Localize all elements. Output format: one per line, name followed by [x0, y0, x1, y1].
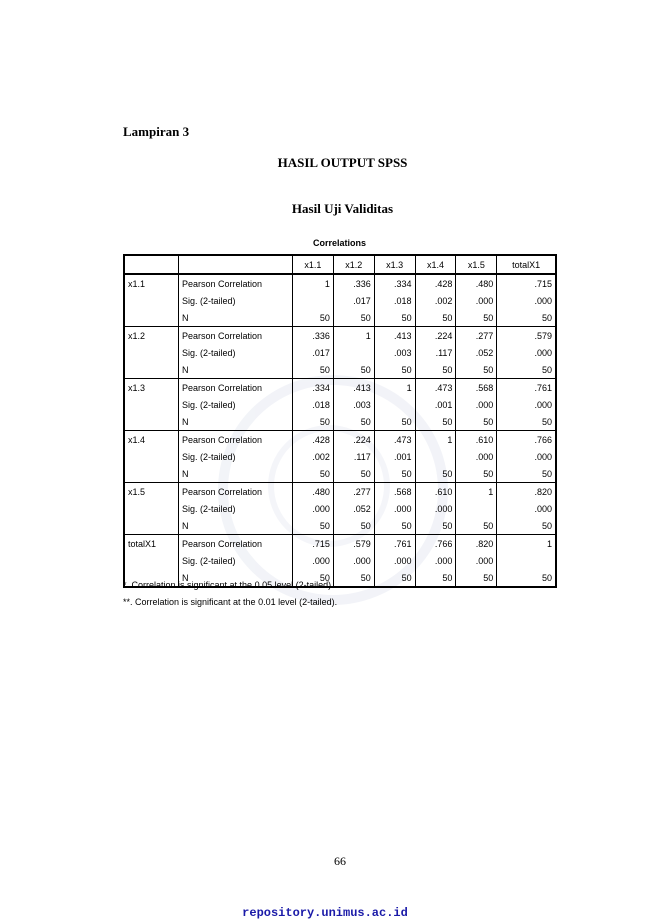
- table-cell: 50: [415, 517, 456, 535]
- table-cell: [333, 344, 374, 361]
- repository-footer: [0, 906, 650, 920]
- statistic-label: Sig. (2-tailed): [179, 344, 293, 361]
- table-cell: .473: [374, 431, 415, 449]
- table-cell: .017: [293, 344, 334, 361]
- table-cell: 50: [333, 465, 374, 483]
- table-cell: .000: [293, 552, 334, 569]
- table-cell: 50: [374, 309, 415, 327]
- table-cell: 50: [497, 413, 556, 431]
- page-number: [0, 854, 650, 869]
- table-cell: .000: [456, 552, 497, 569]
- statistic-label: Sig. (2-tailed): [179, 552, 293, 569]
- table-cell: .052: [456, 344, 497, 361]
- table-cell: 1: [293, 274, 334, 292]
- variable-label: x1.2: [124, 327, 179, 345]
- statistic-label: Pearson Correlation: [179, 274, 293, 292]
- footnote-005: *. Correlation is significant at the 0.05 level (2-tailed).: [123, 580, 334, 590]
- table-cell: .000: [456, 396, 497, 413]
- table-cell: 50: [374, 569, 415, 587]
- table-cell: .000: [456, 292, 497, 309]
- heading-text: HASIL OUTPUT SPSS: [277, 155, 408, 170]
- table-cell: 50: [374, 517, 415, 535]
- table-cell: 50: [497, 309, 556, 327]
- table-cell: 1: [415, 431, 456, 449]
- statistic-label: Pearson Correlation: [179, 327, 293, 345]
- table-cell: .000: [415, 552, 456, 569]
- table-cell: .001: [374, 448, 415, 465]
- variable-label: x1.5: [124, 483, 179, 501]
- table-cell: 50: [497, 569, 556, 587]
- table-row: [124, 552, 556, 569]
- table-row: [124, 465, 556, 483]
- table-cell: .000: [374, 552, 415, 569]
- table-cell: .334: [293, 379, 334, 397]
- table-cell: .579: [497, 327, 556, 345]
- statistic-label: Sig. (2-tailed): [179, 396, 293, 413]
- table-cell: 50: [333, 361, 374, 379]
- table-cell: .000: [456, 448, 497, 465]
- table-cell: 50: [293, 413, 334, 431]
- table-row: [124, 483, 556, 501]
- table-cell: [293, 292, 334, 309]
- footnote-001: **. Correlation is significant at the 0.01 level (2-tailed).: [123, 597, 338, 607]
- table-cell: .579: [333, 535, 374, 553]
- table-cell: [374, 396, 415, 413]
- table-cell: 50: [293, 361, 334, 379]
- table-row: [124, 361, 556, 379]
- appendix-label: Lampiran 3: [123, 124, 190, 139]
- statistic-label: Sig. (2-tailed): [179, 448, 293, 465]
- table-cell: 50: [456, 309, 497, 327]
- statistic-label: N: [179, 413, 293, 431]
- statistic-label: Pearson Correlation: [179, 535, 293, 553]
- table-cell: .766: [415, 535, 456, 553]
- table-cell: .003: [374, 344, 415, 361]
- table-cell: 50: [497, 465, 556, 483]
- table-cell: 50: [415, 569, 456, 587]
- table-cell: .018: [374, 292, 415, 309]
- page-number-text: 66: [334, 854, 346, 868]
- table-cell: .715: [497, 274, 556, 292]
- table-cell: .568: [374, 483, 415, 501]
- table-cell: 50: [293, 465, 334, 483]
- table-cell: .001: [415, 396, 456, 413]
- table-row: [124, 448, 556, 465]
- table-row: [124, 431, 556, 449]
- table-cell: 50: [456, 569, 497, 587]
- table-cell: 50: [333, 309, 374, 327]
- page-subheading: [0, 201, 650, 217]
- header-empty-1: [124, 255, 179, 274]
- table-cell: .000: [415, 500, 456, 517]
- table-cell: [415, 448, 456, 465]
- page-heading: [0, 155, 650, 171]
- table-cell: 50: [456, 361, 497, 379]
- table-cell: 1: [497, 535, 556, 553]
- column-header: totalX1: [497, 255, 556, 274]
- table-cell: 50: [415, 309, 456, 327]
- table-cell: .000: [497, 344, 556, 361]
- table-row: [124, 309, 556, 327]
- table-cell: .334: [374, 274, 415, 292]
- table-cell: 1: [456, 483, 497, 501]
- table-cell: .761: [497, 379, 556, 397]
- table-cell: 50: [497, 517, 556, 535]
- table-cell: .000: [374, 500, 415, 517]
- table-cell: 1: [333, 327, 374, 345]
- variable-label: [124, 292, 179, 309]
- statistic-label: N: [179, 465, 293, 483]
- statistic-label: N: [179, 517, 293, 535]
- table-cell: 50: [374, 465, 415, 483]
- table-cell: [497, 552, 556, 569]
- column-header: x1.2: [333, 255, 374, 274]
- table-row: [124, 344, 556, 361]
- table-header-row: [124, 255, 556, 274]
- table-cell: .000: [293, 500, 334, 517]
- table-cell: .820: [497, 483, 556, 501]
- table-row: [124, 396, 556, 413]
- table-cell: 1: [374, 379, 415, 397]
- variable-label: [124, 396, 179, 413]
- table-cell: .610: [456, 431, 497, 449]
- table-cell: .117: [333, 448, 374, 465]
- table-cell: .761: [374, 535, 415, 553]
- table-cell: .715: [293, 535, 334, 553]
- table-row: [124, 379, 556, 397]
- table-cell: .336: [293, 327, 334, 345]
- table-row: [124, 274, 556, 292]
- table-cell: .018: [293, 396, 334, 413]
- table-cell: .000: [497, 448, 556, 465]
- column-header: x1.5: [456, 255, 497, 274]
- table-cell: .336: [333, 274, 374, 292]
- table-row: [124, 517, 556, 535]
- variable-label: totalX1: [124, 535, 179, 553]
- table-cell: 50: [415, 465, 456, 483]
- column-header: x1.1: [293, 255, 334, 274]
- table-cell: .413: [374, 327, 415, 345]
- table-cell: .002: [415, 292, 456, 309]
- table-cell: .610: [415, 483, 456, 501]
- table-cell: 50: [415, 361, 456, 379]
- variable-label: [124, 309, 179, 327]
- statistic-label: Pearson Correlation: [179, 379, 293, 397]
- column-header: x1.3: [374, 255, 415, 274]
- column-header: x1.4: [415, 255, 456, 274]
- variable-label: x1.1: [124, 274, 179, 292]
- statistic-label: Sig. (2-tailed): [179, 500, 293, 517]
- table-cell: .117: [415, 344, 456, 361]
- table-cell: .224: [415, 327, 456, 345]
- table-cell: .017: [333, 292, 374, 309]
- table-cell: 50: [333, 517, 374, 535]
- table-row: [124, 413, 556, 431]
- statistic-label: N: [179, 569, 293, 587]
- table-cell: 50: [456, 465, 497, 483]
- table-cell: 50: [333, 569, 374, 587]
- statistic-label: N: [179, 309, 293, 327]
- table-cell: .480: [293, 483, 334, 501]
- table-cell: .428: [415, 274, 456, 292]
- table-cell: [456, 500, 497, 517]
- table-cell: .000: [497, 500, 556, 517]
- table-cell: .473: [415, 379, 456, 397]
- table-row: [124, 292, 556, 309]
- table-row: [124, 500, 556, 517]
- table-cell: 50: [333, 413, 374, 431]
- table-cell: 50: [497, 361, 556, 379]
- table-cell: .000: [497, 396, 556, 413]
- table-cell: 50: [374, 361, 415, 379]
- statistic-label: Pearson Correlation: [179, 483, 293, 501]
- table-cell: .052: [333, 500, 374, 517]
- statistic-label: Pearson Correlation: [179, 431, 293, 449]
- table-cell: .002: [293, 448, 334, 465]
- statistic-label: Sig. (2-tailed): [179, 292, 293, 309]
- table-cell: 50: [456, 517, 497, 535]
- header-empty-2: [179, 255, 293, 274]
- variable-label: x1.4: [124, 431, 179, 449]
- table-cell: .568: [456, 379, 497, 397]
- variable-label: [124, 448, 179, 465]
- variable-label: [124, 361, 179, 379]
- table-cell: .820: [456, 535, 497, 553]
- variable-label: [124, 500, 179, 517]
- table-cell: 50: [293, 569, 334, 587]
- correlations-table-title: Correlations: [312, 238, 366, 248]
- table-body: [124, 274, 556, 587]
- table-row: [124, 535, 556, 553]
- statistic-label: N: [179, 361, 293, 379]
- table-cell: .000: [497, 292, 556, 309]
- correlations-table: [123, 254, 557, 588]
- subheading-text: Hasil Uji Validitas: [291, 201, 394, 216]
- table-cell: 50: [374, 413, 415, 431]
- variable-label: x1.3: [124, 379, 179, 397]
- table-cell: .224: [333, 431, 374, 449]
- variable-label: [124, 465, 179, 483]
- table-cell: 50: [293, 517, 334, 535]
- table-cell: 50: [293, 309, 334, 327]
- table-cell: .480: [456, 274, 497, 292]
- variable-label: [124, 413, 179, 431]
- table-cell: .766: [497, 431, 556, 449]
- table-cell: .277: [456, 327, 497, 345]
- variable-label: [124, 517, 179, 535]
- variable-label: [124, 552, 179, 569]
- repository-url: repository.unimus.ac.id: [242, 906, 408, 920]
- table-row: [124, 327, 556, 345]
- table-cell: .413: [333, 379, 374, 397]
- table-cell: 50: [415, 413, 456, 431]
- table-cell: .277: [333, 483, 374, 501]
- table-cell: 50: [456, 413, 497, 431]
- variable-label: [124, 344, 179, 361]
- table-cell: .428: [293, 431, 334, 449]
- table-cell: .000: [333, 552, 374, 569]
- table-cell: .003: [333, 396, 374, 413]
